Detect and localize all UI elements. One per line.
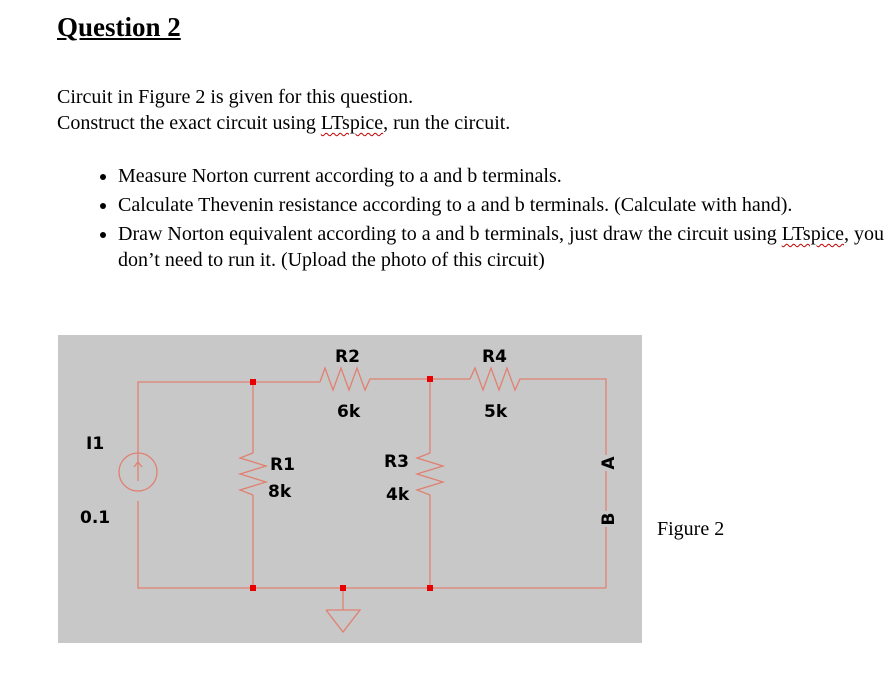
r3-value-label: 4k xyxy=(386,485,410,505)
node-dot xyxy=(250,585,256,591)
intro-line-1: Circuit in Figure 2 is given for this question. xyxy=(57,86,414,108)
figure-caption: Figure 2 xyxy=(657,518,725,540)
source-value-label: 0.1 xyxy=(80,508,111,528)
intro-line-2: Construct the exact circuit using LTspice, run the circuit. xyxy=(57,112,511,134)
task-thevenin-resistance: • Calculate Thevenin resistance according to a and b terminals. (Calculate with hand). xyxy=(118,192,895,218)
question-title: Question 2 xyxy=(57,12,181,42)
terminal-b-label: B xyxy=(599,512,619,526)
r1-name-label: R1 xyxy=(270,455,295,475)
node-dot xyxy=(340,585,346,591)
ltspice-word: LTspice xyxy=(320,112,384,134)
ltspice-word: LTspice xyxy=(781,223,844,245)
r1-value-label: 8k xyxy=(268,482,292,502)
r2-name-label: R2 xyxy=(335,347,360,367)
terminal-a-label: A xyxy=(599,456,619,470)
task-norton-current: • Measure Norton current according to a and b terminals. xyxy=(118,163,895,189)
r3-name-label: R3 xyxy=(384,452,409,472)
r4-name-label: R4 xyxy=(482,347,507,367)
node-dot xyxy=(427,585,433,591)
r4-value-label: 5k xyxy=(484,402,508,422)
circuit-schematic xyxy=(58,335,642,643)
task-norton-equivalent: • Draw Norton equivalent according to a and b terminals, just draw the circuit using LTspice, you don’t need to run it. (Upload the photo of this circuit) xyxy=(118,221,895,273)
task-list xyxy=(57,163,895,276)
r2-value-label: 6k xyxy=(337,402,361,422)
node-dot xyxy=(427,376,433,382)
source-name-label: I1 xyxy=(86,434,105,454)
node-dot xyxy=(250,379,256,385)
